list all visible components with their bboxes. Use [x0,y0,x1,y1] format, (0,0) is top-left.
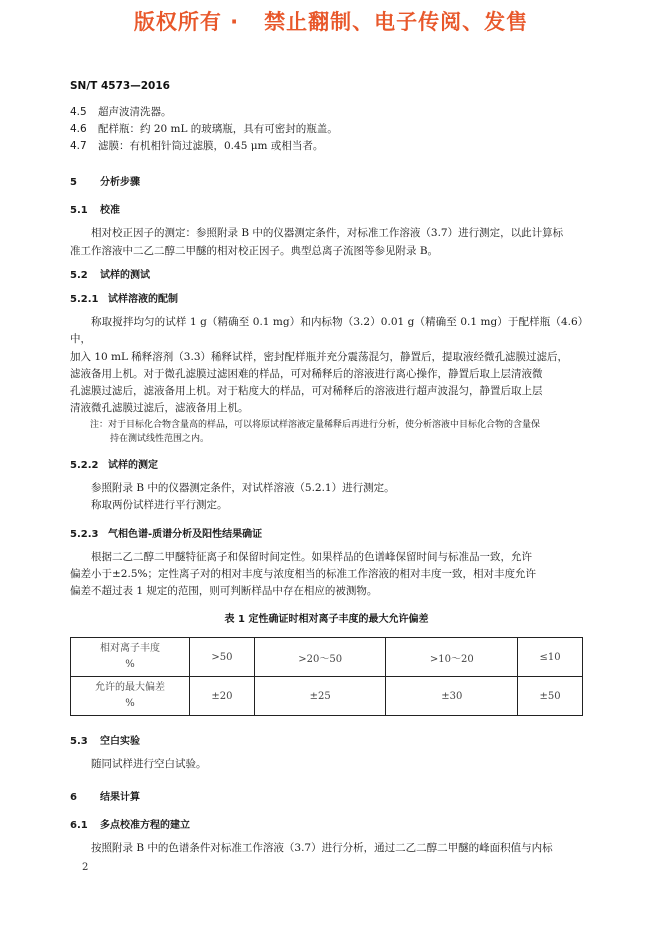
paragraph-line: 孔滤膜过滤后，滤液备用上机。对于粘度大的样品，可对稀释后的溶液进行超声波混匀，静置后取上层 [70,384,543,397]
subsection-heading [70,203,583,219]
paragraph-line: 准工作溶液中二乙二醇二甲醚的相对校正因子。典型总离子流图等参见附录 B。 [70,244,439,257]
item-text: 配样瓶：约 20 mL 的玻璃瓶，具有可密封的瓶盖。 [98,123,338,135]
row-header-text: 允许的最大偏差 [95,682,165,693]
section-number: 5.2 [70,269,88,281]
paragraph-line: 滤液备用上机。对于微孔滤膜过滤困难的样品，可对稀释后的溶液进行离心操作，静置后取上层清液微 [70,367,543,380]
section-title: 气相色谱-质谱分析及阳性结果确证 [108,528,263,540]
list-item [70,121,583,138]
paragraph-line: 按照附录 B 中的色谱条件对标准工作溶液（3.7）进行分析，通过二乙二醇二甲醚的峰面积值与内标 [91,841,553,854]
paragraph-line: 清液微孔滤膜过滤后，滤液备用上机。 [70,401,249,414]
paragraph-line: 随同试样进行空白试验。 [91,758,207,770]
table-cell: >10～20 [386,638,518,677]
table-row [71,677,583,716]
section-title: 试样的测定 [108,459,158,471]
note-line: 持在测试线性范围之内。 [110,433,210,444]
table-cell: >50 [190,638,255,677]
section-title: 空白实验 [100,736,140,747]
standard-number: SN/T 4573—2016 [70,80,170,92]
row-header [71,677,190,716]
table-cell: ≤10 [518,638,583,677]
row-header-unit: % [125,698,135,709]
paragraph-line: 相对校正因子的测定：参照附录 B 中的仪器测定条件，对标准工作溶液（3.7）进行测定，以此计算标 [91,227,564,239]
paragraph-line: 加入 10 mL 稀释溶剂（3.3）稀释试样，密封配样瓶并充分震荡混匀，静置后，提取液经微孔滤膜过滤后， [70,350,568,363]
section-title: 结果计算 [100,791,140,803]
table-cell: >20～50 [254,638,386,677]
paragraph [70,840,583,858]
section-number: 5 [70,177,77,188]
note-text: 对于目标化合物含量高的样品，可以将原试样溶液定量稀释后再进行分析，使分析溶液中目标化合物的含量保 [108,419,541,430]
table-cell: ±20 [190,677,255,716]
section-number: 5.2.2 [70,459,99,471]
paragraph-line: 参照附录 B 中的仪器测定条件，对试样溶液（5.2.1）进行测定。 [91,481,395,494]
section-number: 5.2.1 [70,293,99,305]
note-label: 注： [90,419,109,430]
section-title: 试样溶液的配制 [108,293,178,305]
section-number: 5.3 [70,736,88,747]
item-number: 4.5 [70,106,87,118]
row-header-unit: % [125,659,135,670]
section-number: 5.1 [70,205,88,216]
paragraph-line: 偏差小于±2.5%；定性离子对的相对丰度与浓度相当的标准工作溶液的相对丰度一致，相对丰度允许 [70,568,536,580]
paragraph [70,756,583,774]
subsection-heading [70,734,583,750]
note [90,418,583,446]
copyright-watermark: 版权所有 · 禁止翻制、电子传阅、发售 [133,10,529,34]
section-number: 6.1 [70,819,88,831]
subsection-heading [70,458,583,474]
paragraph-line: 称取搅拌均匀的试样 1 g（精确至 0.1 mg）和内标物（3.2）0.01 g（精确至 0.1 mg）于配样瓶（4.6）中， [70,315,583,345]
table-cell: ±50 [518,677,583,716]
paragraph-line: 偏差不超过表 1 规定的范围，则可判断样品中存在相应的被测物。 [70,585,378,597]
section-heading [70,175,583,191]
table-caption: 表 1 定性确证时相对离子丰度的最大允许偏差 [224,614,429,625]
subsection-heading [70,818,583,834]
document-body [70,104,583,857]
item-number: 4.7 [70,140,87,152]
tolerance-table [70,637,583,716]
item-number: 4.6 [70,123,87,135]
section-title: 多点校准方程的建立 [100,819,190,831]
table-cell: ±25 [254,677,386,716]
note-line [90,418,583,432]
section-heading [70,790,583,806]
paragraph-line: 根据二乙二醇二甲醚特征离子和保留时间定性。如果样品的色谱峰保留时间与标准品一致，允许 [91,550,532,563]
paragraph [70,549,583,601]
paragraph [70,480,583,515]
paragraph [70,314,583,417]
section-title: 分析步骤 [100,177,140,188]
list-item [70,138,583,155]
section-number: 5.2.3 [70,528,99,540]
paragraph-line: 称取两份试样进行平行测定。 [91,499,228,511]
item-text: 滤膜：有机相针筒过滤膜，0.45 μm 或相当者。 [98,140,324,152]
section-number: 6 [70,791,77,803]
subsection-heading [70,292,583,308]
section-title: 校准 [100,205,120,216]
subsection-heading [70,268,583,284]
paragraph [70,225,583,260]
subsection-heading [70,527,583,543]
table-row [71,638,583,677]
row-header-text: 相对离子丰度 [100,643,160,654]
equipment-list [70,104,583,155]
page-number: 2 [82,862,89,873]
row-header [71,638,190,677]
table-cell: ±30 [386,677,518,716]
section-title: 试样的测试 [100,269,150,281]
list-item [70,104,583,121]
item-text: 超声波清洗器。 [98,106,172,118]
